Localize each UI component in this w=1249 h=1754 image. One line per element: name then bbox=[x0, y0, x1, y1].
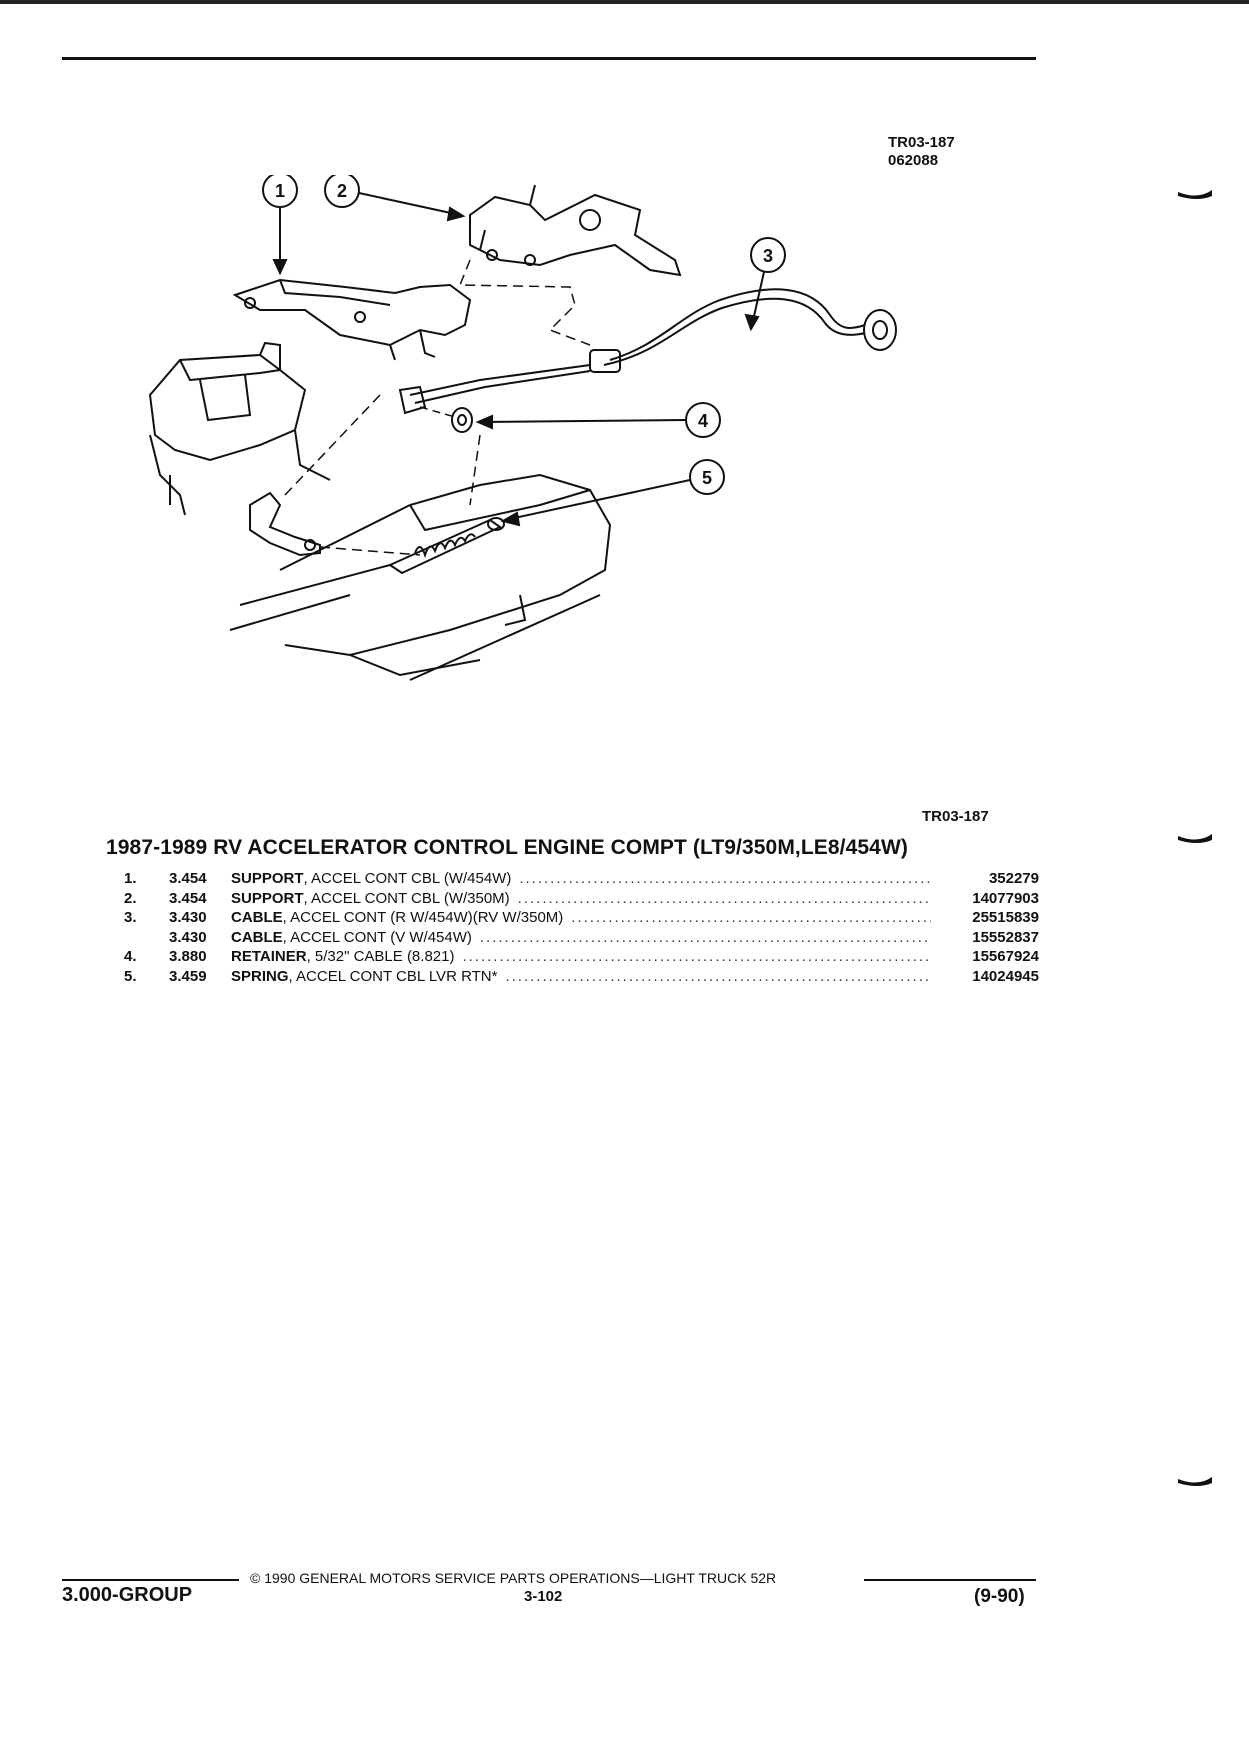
parts-row bbox=[124, 890, 1039, 910]
binder-hole-mark bbox=[1178, 832, 1214, 846]
parts-row bbox=[124, 870, 1039, 890]
callout-2-label: 2 bbox=[336, 181, 348, 201]
part-number: 15552837 bbox=[972, 928, 1039, 946]
item-number: 3. bbox=[124, 909, 137, 926]
part-description bbox=[231, 948, 454, 965]
valve-cover bbox=[230, 475, 610, 680]
binder-hole-mark bbox=[1178, 1475, 1214, 1489]
figure-id-block bbox=[888, 134, 955, 170]
parts-row bbox=[124, 948, 1039, 968]
leader-dots bbox=[505, 968, 931, 985]
parts-diagram bbox=[120, 175, 920, 795]
part-detail: , ACCEL CONT CBL LVR RTN* bbox=[288, 967, 498, 985]
part-detail: , ACCEL CONT CBL (W/454W) bbox=[303, 870, 512, 887]
page-top-edge bbox=[0, 0, 1249, 4]
footer-rule-left bbox=[62, 1579, 239, 1581]
return-spring-5 bbox=[390, 518, 504, 573]
callout-4-label: 4 bbox=[697, 411, 709, 431]
part-description bbox=[231, 870, 511, 887]
part-description bbox=[231, 890, 510, 907]
support-bracket-2 bbox=[470, 185, 680, 275]
parts-list bbox=[124, 870, 1039, 987]
part-name: CABLE bbox=[231, 909, 283, 926]
part-description bbox=[231, 929, 472, 946]
group-number: 3.880 bbox=[169, 948, 207, 965]
leader-dots bbox=[462, 948, 931, 965]
accel-cable-3 bbox=[410, 289, 896, 403]
group-number: 3.454 bbox=[169, 889, 207, 907]
footer-rule-right bbox=[864, 1579, 1036, 1581]
parts-row bbox=[124, 909, 1039, 929]
group-number: 3.430 bbox=[169, 928, 207, 946]
callout-4 bbox=[478, 403, 720, 437]
item-number: 1. bbox=[124, 870, 137, 887]
callout-1-label: 1 bbox=[274, 181, 286, 201]
part-name: CABLE bbox=[231, 928, 283, 946]
part-detail: , 5/32" CABLE (8.821) bbox=[306, 948, 455, 965]
revision-date: (9-90) bbox=[974, 1586, 1025, 1607]
header-rule bbox=[62, 57, 1036, 60]
leader-dots bbox=[480, 929, 931, 946]
part-name: RETAINER bbox=[231, 948, 307, 965]
binder-hole-mark bbox=[1178, 188, 1214, 202]
figure-id: TR03-187 bbox=[888, 134, 955, 151]
part-detail: , ACCEL CONT (V W/454W) bbox=[282, 928, 472, 946]
support-bracket-1 bbox=[235, 280, 470, 360]
part-detail: , ACCEL CONT CBL (W/350M) bbox=[303, 889, 510, 907]
part-number: 15567924 bbox=[972, 948, 1039, 965]
part-number: 25515839 bbox=[972, 909, 1039, 926]
part-name: SUPPORT bbox=[231, 889, 304, 907]
section-title: 1987-1989 RV ACCELERATOR CONTROL ENGINE COMPT (LT9/350M,LE8/454W) bbox=[106, 836, 908, 859]
callout-3 bbox=[746, 238, 785, 329]
group-number: 3.430 bbox=[169, 909, 207, 926]
parts-row bbox=[124, 929, 1039, 949]
item-number: 5. bbox=[124, 967, 137, 985]
leader-dots bbox=[571, 909, 931, 926]
part-detail: , ACCEL CONT (R W/454W)(RV W/350M) bbox=[282, 909, 564, 926]
part-number: 14077903 bbox=[972, 889, 1039, 907]
leader-dots bbox=[519, 870, 931, 887]
item-number: 4. bbox=[124, 948, 137, 965]
group-number: 3.459 bbox=[169, 967, 207, 985]
group-number: 3.454 bbox=[169, 870, 207, 887]
parts-row bbox=[124, 968, 1039, 988]
callout-1 bbox=[263, 175, 297, 273]
page-number: 3-102 bbox=[524, 1588, 563, 1605]
callout-5-label: 5 bbox=[701, 468, 713, 488]
leader-dots bbox=[518, 890, 931, 907]
part-name: SPRING bbox=[231, 967, 289, 985]
throttle-lever bbox=[250, 493, 320, 555]
copyright-notice: © 1990 GENERAL MOTORS SERVICE PARTS OPERATIONS—LIGHT TRUCK 52R bbox=[250, 1570, 777, 1586]
part-description bbox=[231, 968, 497, 985]
throttle-body bbox=[150, 343, 330, 515]
retainer-4 bbox=[452, 408, 472, 432]
part-description bbox=[231, 909, 563, 926]
part-name: SUPPORT bbox=[231, 870, 304, 887]
callout-3-label: 3 bbox=[762, 246, 774, 266]
callout-5 bbox=[503, 460, 724, 525]
item-number: 2. bbox=[124, 889, 137, 907]
figure-date-code: 062088 bbox=[888, 152, 939, 169]
part-number: 14024945 bbox=[972, 967, 1039, 985]
callout-2 bbox=[325, 175, 463, 220]
figure-reference: TR03-187 bbox=[922, 808, 989, 825]
part-number: 352279 bbox=[988, 870, 1039, 887]
group-label: 3.000-GROUP bbox=[62, 1584, 193, 1606]
